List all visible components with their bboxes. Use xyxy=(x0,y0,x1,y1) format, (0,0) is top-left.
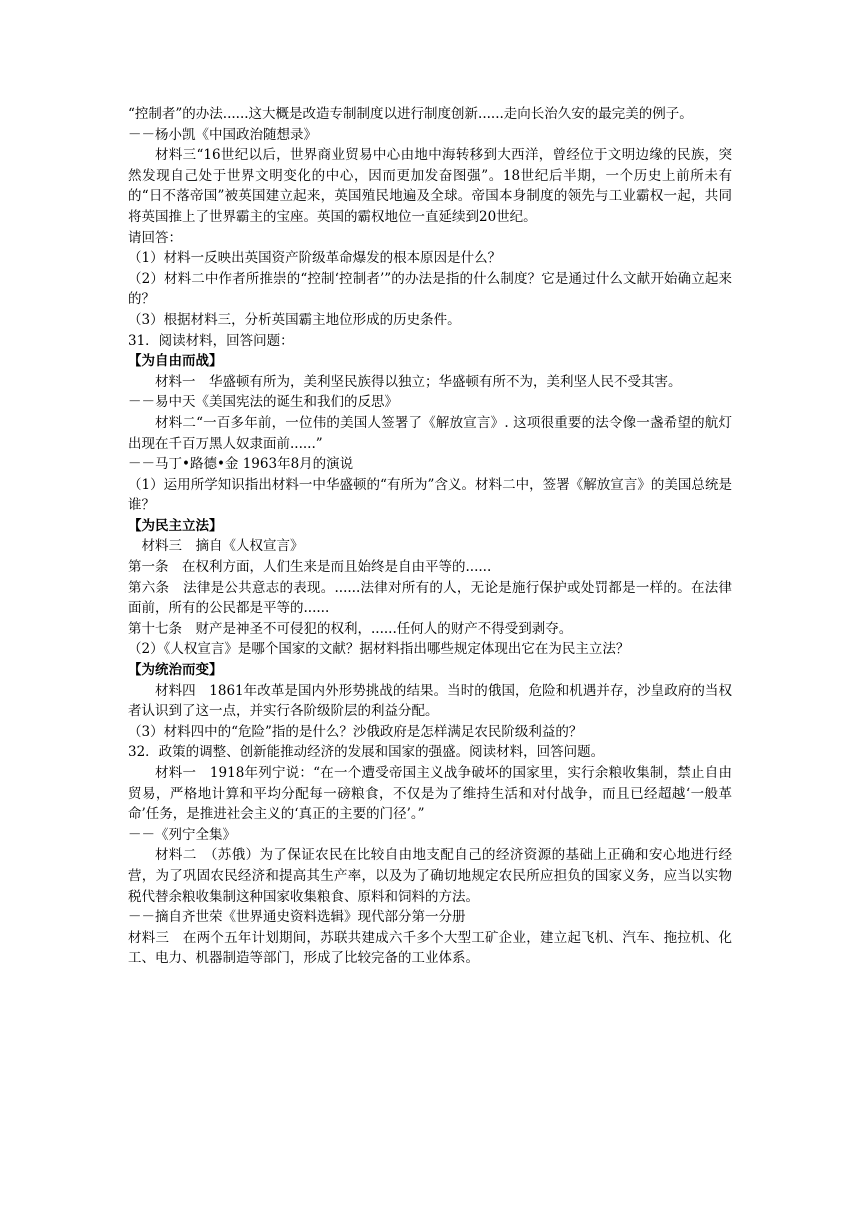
article-6: 第六条 法律是公共意志的表现。......法律对所有的人，无论是施行保护或处罚都是一样的。在法律面前，所有的公民都是平等的...... xyxy=(128,579,732,617)
question-30-3: （3）根据材料三，分析英国霸主地位形成的历史条件。 xyxy=(128,311,461,328)
article-17: 第十七条 财产是神圣不可侵犯的权利，......任何人的财产不得受到剥夺。 xyxy=(128,620,573,637)
source-line: －－马丁•路德•金 1963年8月的演说 xyxy=(128,456,354,473)
section-heading-rule: 【为统治而变】 xyxy=(128,662,223,679)
article-1: 第一条 在权利方面，人们生来是而且始终是自由平等的...... xyxy=(128,559,492,576)
document-body xyxy=(128,104,732,969)
section-heading-democracy: 【为民主立法】 xyxy=(128,517,223,534)
material-32-2: 材料二 （苏俄）为了保证农民在比较自由地支配自己的经济资源的基础上正确和安心地进行经营，为了巩固农民经济和提高其生产率，以及为了确切地规定农民所应担负的国家义务，应当以实物税代替余粮收集制这种国家收集粮食、原料和饲料的方法。 xyxy=(128,847,732,905)
question-31-2: （2）《人权宣言》是哪个国家的文献？据材料指出哪些规定体现出它在为民主立法？ xyxy=(128,641,630,658)
material-three-paragraph: 材料三“16世纪以后，世界商业贸易中心由地中海转移到大西洋，曾经位于文明边缘的民族，突然发现自己处于世界文明变化的中心，因而更加发奋图强”。18世纪后半期，一个历史上前所未有的“日不落帝国”被英国建立起来，英国殖民地遍及全球。帝国本身制度的领先与工业霸权一起，共同将英国推上了世界霸主的宝座。英国的霸权地位一直延续到20世纪。 xyxy=(128,147,732,225)
question-32-heading: 32．政策的调整、创新能推动经济的发展和国家的强盛。阅读材料，回答问题。 xyxy=(128,744,605,761)
source-line: －－易中天《美国宪法的诞生和我们的反思》 xyxy=(128,394,398,411)
section-heading-freedom: 【为自由而战】 xyxy=(128,353,223,370)
question-31-heading: 31．阅读材料，回答问题： xyxy=(128,332,294,349)
material-two-continuation: “控制者”的办法......这大概是改造专制制度以进行制度创新......走向长治久安的最完美的例子。 xyxy=(128,106,693,122)
material-31-3-title: 材料三 摘自《人权宣言》 xyxy=(141,538,304,555)
material-32-3: 材料三 在两个五年计划期间，苏联共建成六千多个大型工矿企业，建立起飞机、汽车、拖拉机、化工、电力、机器制造等部门，形成了比较完备的工业体系。 xyxy=(128,929,732,967)
source-line: －－摘自齐世荣《世界通史资料选辑》现代部分第一分册 xyxy=(128,909,466,926)
source-line: －－《列宁全集》 xyxy=(128,826,236,843)
material-31-2: 材料二“一百多年前，一位伟的美国人签署了《解放宣言》. 这项很重要的法令像一盏希望的航灯出现在千百万黑人奴隶面前......” xyxy=(128,414,732,452)
answer-prompt: 请回答： xyxy=(128,229,182,246)
source-line: －－杨小凯《中国政治随想录》 xyxy=(128,126,317,143)
question-30-1: （1）材料一反映出英国资产阶级革命爆发的根本原因是什么？ xyxy=(128,250,502,267)
question-31-1: （1）运用所学知识指出材料一中华盛顿的“有所为”含义。材料二中，签署《解放宣言》的美国总统是谁？ xyxy=(128,476,732,514)
material-32-1: 材料一 1918年列宁说：“在一个遭受帝国主义战争破坏的国家里，实行余粮收集制，禁止自由贸易，严格地计算和平均分配每一磅粮食，不仅是为了维持生活和对付战争，而且已经超越‘一般革命’任务，是推进社会主义的‘真正的主要的门径’。” xyxy=(128,765,732,823)
material-31-4: 材料四 1861年改革是国内外形势挑战的结果。当时的俄国，危险和机遇并存，沙皇政府的当权者认识到了这一点，并实行各阶级阶层的利益分配。 xyxy=(128,682,732,720)
material-31-1: 材料一 华盛顿有所为，美利坚民族得以独立；华盛顿有所不为，美利坚人民不受其害。 xyxy=(155,373,682,390)
question-30-2: （2）材料二中作者所推崇的“控制‘控制者’”的办法是指的什么制度？它是通过什么文献开始确立起来的？ xyxy=(128,270,732,308)
question-31-3: （3）材料四中的“危险”指的是什么？沙俄政府是怎样满足农民阶级利益的？ xyxy=(128,723,583,740)
